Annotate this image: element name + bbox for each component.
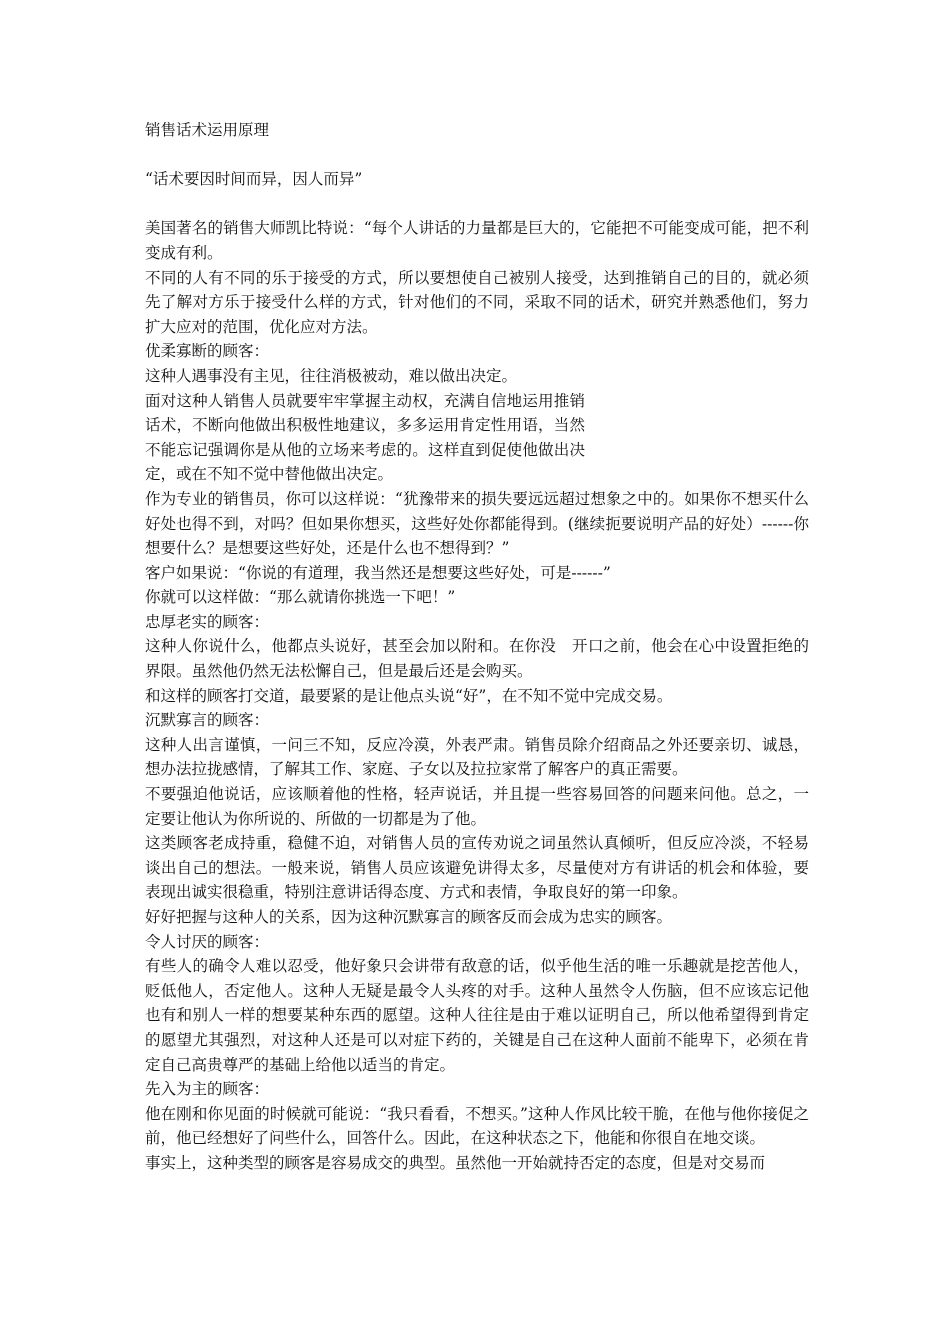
section-heading: 令人讨厌的顾客： [145, 932, 270, 951]
document-body [145, 118, 809, 1176]
paragraph: 和这样的顾客打交道，最要紧的是让他点头说“好”，在不知不觉中完成交易。 [145, 686, 673, 705]
paragraph: 事实上，这种类型的顾客是容易成交的典型。虽然他一开始就持否定的态度，但是对交易而 [145, 1153, 766, 1172]
paragraph: 作为专业的销售员，你可以这样说：“犹豫带来的损失要远远超过想象之中的。如果你不想买什么好处也得不到，对吗？但如果你想买，这些好处你都能得到。(继续扼要说明产品的好处）------你想要什么？是想要这些好处，还是什么也不想得到？” [145, 489, 809, 558]
section-heading: 忠厚老实的顾客： [145, 612, 270, 631]
paragraph: 面对这种人销售人员就要牢牢掌握主动权，充满自信地运用推销话术，不断向他做出积极性地建议，多多运用肯定性用语，当然不能忘记强调你是从他的立场来考虑的。这样直到促使他做出决定，或在不知不觉中替他做出决定。 [145, 391, 585, 484]
document-motto: “话术要因时间而异，因人而异” [145, 170, 363, 189]
paragraph: 不要强迫他说话，应该顺着他的性格，轻声说话，并且提一些容易回答的问题来问他。总之，一定要让他认为你所说的、所做的一切都是为了他。 [145, 785, 809, 828]
paragraph: 这种人你说什么，他都点头说好，甚至会加以附和。在你没 开口之前，他会在心中设置拒绝的界限。虽然他仍然无法松懈自己，但是最后还是会购买。 [145, 637, 809, 681]
paragraph: 这种人出言谨慎，一问三不知，反应冷漠，外表严肃。销售员除介绍商品之外还要亲切、诚恳，想办法拉拢感情，了解其工作、家庭、子女以及拉拉家常了解客户的真正需要。 [145, 735, 809, 779]
paragraph: 这类顾客老成持重，稳健不迫，对销售人员的宣传劝说之词虽然认真倾听，但反应冷淡，不轻易谈出自己的想法。一般来说，销售人员应该避免讲得太多，尽量使对方有讲话的机会和体验，要表现出诚实很稳重，特别注意讲话得态度、方式和表情，争取良好的第一印象。 [145, 834, 809, 902]
document-title: 销售话术运用原理 [145, 121, 270, 139]
paragraph: 这种人遇事没有主见，往往消极被动，难以做出决定。 [145, 366, 518, 385]
section-heading: 先入为主的顾客： [145, 1080, 270, 1099]
paragraph: 美国著名的销售大师凯比特说：“每个人讲话的力量都是巨大的，它能把不可能变成可能，把不利变成有利。 [145, 219, 809, 262]
paragraph: 好好把握与这种人的关系，因为这种沉默寡言的顾客反而会成为忠实的顾客。 [145, 908, 673, 926]
paragraph: 你就可以这样做：“那么就请你挑选一下吧！” [145, 588, 456, 607]
paragraph: 他在刚和你见面的时候就可能说：“我只看看，不想买。”这种人作风比较干脆，在他与他你接促之前，他已经想好了问些什么，回答什么。因此，在这种状态之下，他能和你很自在地交谈。 [145, 1104, 809, 1148]
paragraph: 客户如果说：“你说的有道理，我当然还是想要这些好处，可是------” [145, 563, 611, 582]
paragraph: 不同的人有不同的乐于接受的方式，所以要想使自己被别人接受，达到推销自己的目的，就必须先了解对方乐于接受什么样的方式，针对他们的不同，采取不同的话术，研究并熟悉他们，努力扩大应对的范围，优化应对方法。 [145, 268, 809, 336]
section-heading: 优柔寡断的顾客： [145, 342, 270, 361]
section-heading: 沉默寡言的顾客： [145, 711, 270, 730]
paragraph: 有些人的确令人难以忍受，他好象只会讲带有敌意的话，似乎他生活的唯一乐趣就是挖苦他人，贬低他人，否定他人。这种人无疑是最令人头疼的对手。这种人虽然令人伤脑，但不应该忘记他也有和别人一样的想要某种东西的愿望。这种人往往是由于难以证明自己，所以他希望得到肯定的愿望尤其强烈，对这种人还是可以对症下药的，关键是自己在这种人面前不能卑下，必须在肯定自己高贵尊严的基础上给他以适当的肯定。 [145, 957, 809, 1074]
